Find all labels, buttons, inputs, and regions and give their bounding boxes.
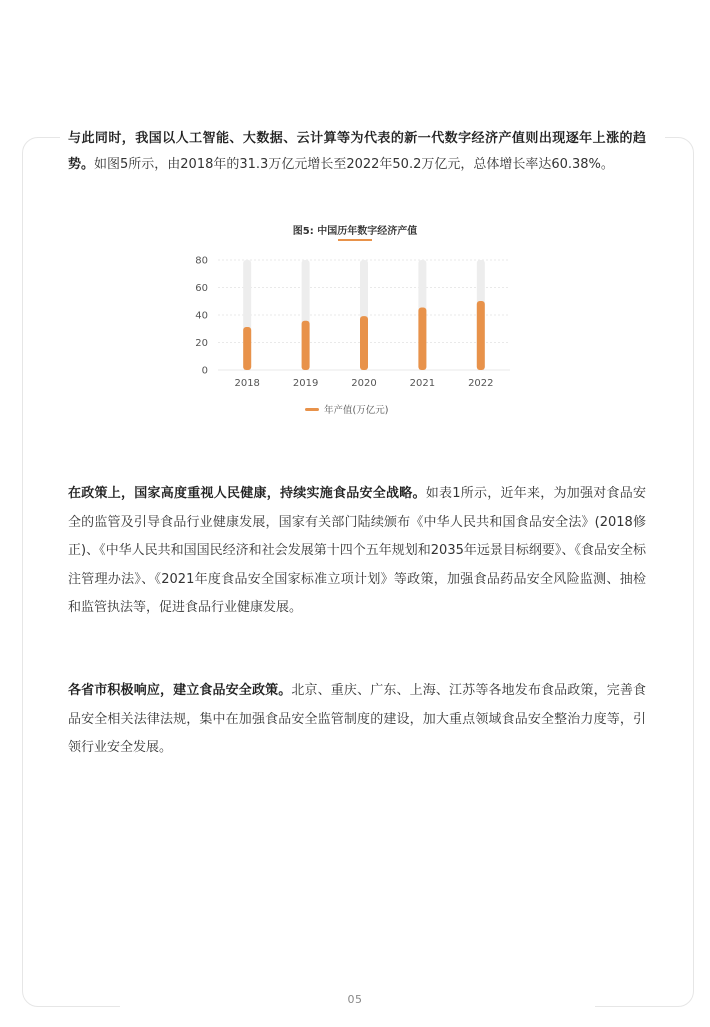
bar bbox=[477, 301, 485, 370]
paragraph-body: 北京、重庆、广东、上海、江苏等各地发布食品政策，完善食品安全相关法律法规，集中在加强食品安全监管制度的建设，加大重点领域食品安全整治力度等，引领行业安全发展。 bbox=[68, 683, 646, 755]
x-tick-label: 2018 bbox=[234, 378, 260, 389]
y-tick-label: 0 bbox=[201, 365, 208, 377]
paragraph-body: 如表1所示，近年来，为加强对食品安全的监管及引导食品行业健康发展，国家有关部门陆续颁布《中华人民共和国食品安全法》(2018修正)、《中华人民共和国国民经济和社会发展第十四个五年规划和2035年远景目标纲要》、《食品安全标注管理办法》、《2021年度食品安全国家标准立项计划》等政策，加强食品药品安全风险监测、抽检和监管执法等，促进食品行业健康发展。 bbox=[68, 486, 646, 615]
paragraph-provinces bbox=[68, 677, 646, 763]
y-tick-label: 60 bbox=[195, 283, 208, 294]
x-tick-label: 2022 bbox=[468, 378, 494, 389]
paragraph-policy bbox=[68, 480, 646, 623]
y-tick-label: 40 bbox=[195, 310, 208, 322]
chart-title: 图5: 中国历年数字经济产值 bbox=[292, 226, 418, 237]
paragraph-lead: 与此同时，我国以人工智能、大数据、云计算等为代表的新一代数字经济产值则出现逐年上涨的趋势。 bbox=[68, 131, 646, 172]
page-number: 05 bbox=[347, 993, 363, 1006]
x-tick-label: 2020 bbox=[351, 378, 377, 389]
bar bbox=[360, 316, 368, 370]
x-tick-label: 2021 bbox=[409, 378, 436, 389]
paragraph-digital-economy bbox=[68, 126, 646, 178]
bar-chart bbox=[180, 250, 520, 395]
bar bbox=[302, 321, 310, 370]
paragraph-lead: 各省市积极响应，建立食品安全政策。 bbox=[68, 683, 292, 698]
y-tick-label: 80 bbox=[195, 255, 208, 267]
paragraph-body: 如图5所示，由2018年的31.3万亿元增长至2022年50.2万亿元，总体增长率达60.38%。 bbox=[94, 157, 614, 172]
legend-swatch bbox=[305, 408, 319, 411]
bar bbox=[243, 327, 251, 370]
x-tick-label: 2019 bbox=[292, 378, 319, 389]
bar bbox=[418, 307, 426, 370]
legend-label: 年产值(万亿元) bbox=[324, 405, 389, 416]
chart-legend bbox=[305, 402, 388, 416]
chart-title-underline bbox=[338, 239, 372, 241]
paragraph-lead: 在政策上，国家高度重视人民健康，持续实施食品安全战略。 bbox=[68, 486, 426, 501]
y-tick-label: 20 bbox=[195, 338, 208, 349]
